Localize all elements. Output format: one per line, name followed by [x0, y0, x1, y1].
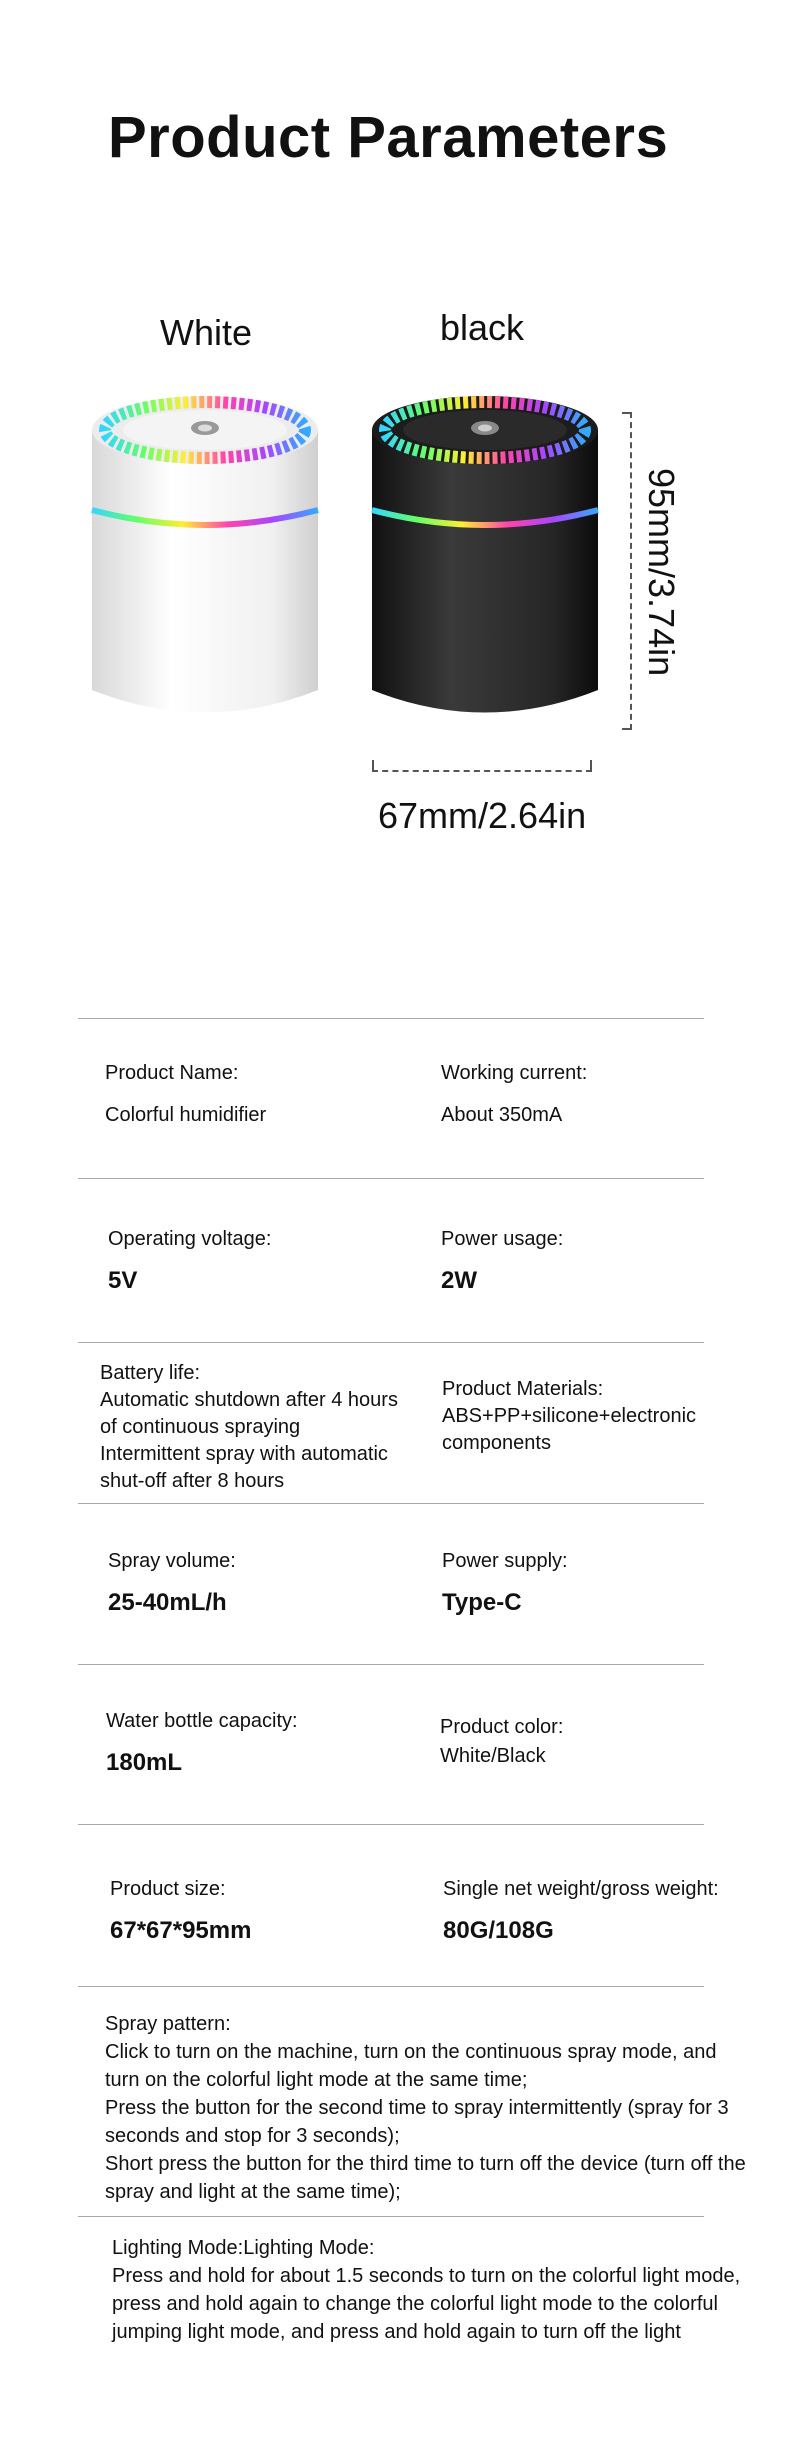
variant-label-white: White: [160, 312, 253, 353]
divider: [78, 1018, 704, 1019]
spec-label: Operating voltage:: [108, 1228, 272, 1250]
spec-value: 25-40mL/h: [108, 1589, 227, 1616]
white-humidifier-image: [80, 390, 330, 760]
spec-label: Spray volume:: [108, 1550, 236, 1572]
black-humidifier-image: [360, 390, 610, 760]
divider: [78, 1503, 704, 1504]
spec-label: Working current:: [441, 1062, 588, 1084]
spec-label: Product color:: [440, 1716, 564, 1738]
spray-pattern-label: Spray pattern:: [105, 2013, 231, 2035]
lighting-mode-text: Press and hold for about 1.5 seconds to turn on the colorful light mode, press and hold again to change the colorful light mode to the colorful jumping light mode, and press and hold again to turn off the light: [112, 2265, 741, 2343]
spray-pattern-section: [105, 2010, 755, 2206]
spec-value: 2W: [441, 1267, 477, 1294]
spec-product-size: [110, 1876, 410, 1944]
spec-value: 180mL: [106, 1749, 183, 1776]
spec-value: 67*67*95mm: [110, 1917, 252, 1944]
spec-label: Water bottle capacity:: [106, 1710, 298, 1732]
divider: [78, 1342, 704, 1343]
width-dimension-label: 67mm/2.64in: [378, 795, 587, 836]
divider: [78, 2216, 704, 2217]
spec-power-usage: [441, 1226, 741, 1294]
spec-product-name: [105, 1060, 405, 1129]
spec-value: 5V: [108, 1267, 138, 1294]
divider: [78, 1986, 704, 1987]
lighting-mode-label: Lighting Mode:Lighting Mode:: [112, 2237, 375, 2259]
spec-label: Single net weight/gross weight:: [443, 1878, 719, 1900]
lighting-mode-section: [112, 2234, 772, 2346]
height-dimension-line: [622, 412, 632, 730]
spec-value: White/Black: [440, 1745, 546, 1767]
width-dimension-line: [372, 760, 592, 772]
spec-operating-voltage: [108, 1226, 408, 1294]
spec-label: Power usage:: [441, 1228, 564, 1250]
spec-label: Product size:: [110, 1878, 226, 1900]
spray-pattern-line: Click to turn on the machine, turn on the continuous spray mode, and turn on the colorful light mode at the same time;: [105, 2041, 717, 2091]
spec-label: Battery life:: [100, 1362, 201, 1384]
spec-product-color: [440, 1714, 740, 1770]
divider: [78, 1178, 704, 1179]
spec-label: Product Name:: [105, 1062, 239, 1084]
spec-battery-life: [100, 1360, 420, 1495]
height-dimension-label: 95mm/3.74in: [641, 468, 682, 677]
spec-label: Product Materials:: [442, 1378, 604, 1400]
divider: [78, 1824, 704, 1825]
spec-label: Power supply:: [442, 1550, 568, 1572]
spec-value: About 350mA: [441, 1104, 563, 1126]
page-title: Product Parameters: [108, 105, 669, 170]
spec-value: ABS+PP+silicone+electronic components: [442, 1405, 697, 1454]
spec-value: Automatic shutdown after 4 hours of continuous spraying Intermittent spray with automatic shut-off after 8 hours: [100, 1389, 398, 1492]
spec-power-supply: [442, 1548, 742, 1616]
spec-water-bottle-capacity: [106, 1708, 406, 1776]
spec-working-current: [441, 1060, 741, 1129]
divider: [78, 1664, 704, 1665]
spec-weight: [443, 1876, 763, 1944]
spray-pattern-line: Short press the button for the third time to turn off the device (turn off the spray and light at the same time);: [105, 2153, 746, 2203]
spec-value: Type-C: [442, 1589, 522, 1616]
spec-value: Colorful humidifier: [105, 1104, 267, 1126]
spec-product-materials: [442, 1376, 732, 1457]
spec-value: 80G/108G: [443, 1917, 554, 1944]
spec-spray-volume: [108, 1548, 408, 1616]
variant-label-black: black: [440, 307, 525, 348]
spray-pattern-line: Press the button for the second time to spray intermittently (spray for 3 seconds and stop for 3 seconds);: [105, 2097, 729, 2147]
